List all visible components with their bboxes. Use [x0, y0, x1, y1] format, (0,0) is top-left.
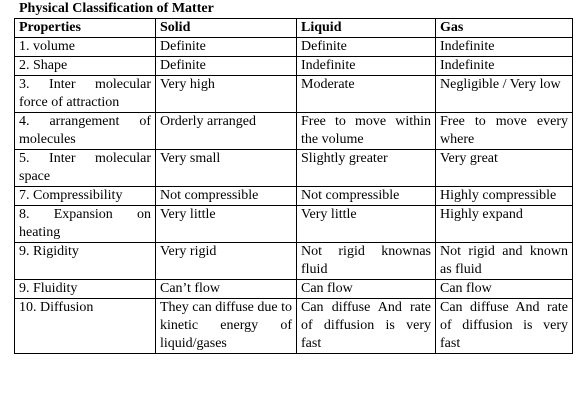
property-cell: 9. Fluidity — [15, 280, 156, 299]
table-row — [15, 38, 573, 57]
liquid-cell: Definite — [297, 38, 436, 57]
header-gas: Gas — [436, 19, 573, 38]
header-properties: Properties — [15, 19, 156, 38]
gas-cell: Indefinite — [436, 57, 573, 76]
gas-cell: Can diffuse And rate of diffusion is very fast — [436, 299, 573, 354]
solid-cell: Not compressible — [156, 187, 297, 206]
liquid-cell: Indefinite — [297, 57, 436, 76]
property-cell: 5. Inter molecular space — [15, 150, 156, 187]
property-cell: 3. Inter molecular force of attraction — [15, 76, 156, 113]
property-cell: 1. volume — [15, 38, 156, 57]
property-cell: 4. arrangement of molecules — [15, 113, 156, 150]
solid-cell: Orderly arranged — [156, 113, 297, 150]
solid-cell: Very rigid — [156, 243, 297, 280]
liquid-cell: Not rigid knownas fluid — [297, 243, 436, 280]
table-row — [15, 150, 573, 187]
table-row — [15, 76, 573, 113]
gas-cell: Can flow — [436, 280, 573, 299]
property-cell: 8. Expansion on heating — [15, 206, 156, 243]
table-row — [15, 113, 573, 150]
property-cell: 9. Rigidity — [15, 243, 156, 280]
solid-cell: They can diffuse due to kinetic energy of liquid/gases — [156, 299, 297, 354]
property-cell: 2. Shape — [15, 57, 156, 76]
table-row — [15, 57, 573, 76]
gas-cell: Not rigid and known as fluid — [436, 243, 573, 280]
liquid-cell: Moderate — [297, 76, 436, 113]
table-row — [15, 243, 573, 280]
liquid-cell: Free to move within the volume — [297, 113, 436, 150]
solid-cell: Definite — [156, 38, 297, 57]
header-liquid: Liquid — [297, 19, 436, 38]
liquid-cell: Not compressible — [297, 187, 436, 206]
gas-cell: Indefinite — [436, 38, 573, 57]
solid-cell: Very high — [156, 76, 297, 113]
header-row — [15, 19, 573, 38]
table-row — [15, 206, 573, 243]
solid-cell: Very small — [156, 150, 297, 187]
liquid-cell: Can diffuse And rate of diffusion is very fast — [297, 299, 436, 354]
property-cell: 7. Compressibility — [15, 187, 156, 206]
table-row — [15, 299, 573, 354]
matter-classification-table — [14, 18, 573, 354]
liquid-cell: Very little — [297, 206, 436, 243]
gas-cell: Free to move every where — [436, 113, 573, 150]
liquid-cell: Slightly greater — [297, 150, 436, 187]
gas-cell: Highly expand — [436, 206, 573, 243]
property-cell: 10. Diffusion — [15, 299, 156, 354]
table-row — [15, 280, 573, 299]
liquid-cell: Can flow — [297, 280, 436, 299]
gas-cell: Very great — [436, 150, 573, 187]
solid-cell: Definite — [156, 57, 297, 76]
table-row — [15, 187, 573, 206]
solid-cell: Can’t flow — [156, 280, 297, 299]
solid-cell: Very little — [156, 206, 297, 243]
gas-cell: Highly compressible — [436, 187, 573, 206]
gas-cell: Negligible / Very low — [436, 76, 573, 113]
document-title: Physical Classification of Matter — [19, 1, 214, 16]
header-solid: Solid — [156, 19, 297, 38]
